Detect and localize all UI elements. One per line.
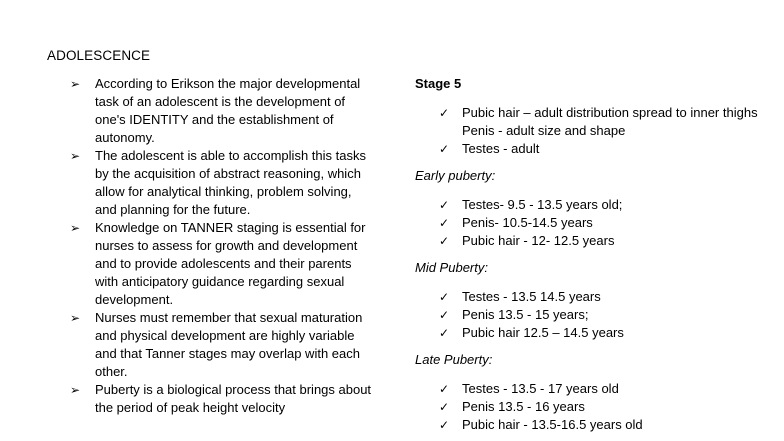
late-puberty-list: [439, 380, 775, 434]
item-text: Testes- 9.5 - 13.5 years old;: [462, 197, 623, 212]
list-item: [439, 380, 775, 398]
item-text: Testes - adult: [462, 141, 540, 156]
checkmark-icon: ✓: [439, 234, 450, 248]
right-column-tanner-stages: [415, 75, 775, 434]
checkmark-icon: ✓: [439, 382, 450, 396]
early-puberty-list: [439, 196, 775, 250]
item-text: Pubic hair 12.5 – 14.5 years: [462, 325, 624, 340]
list-item: [70, 381, 375, 417]
list-item: [439, 324, 775, 342]
item-text: Testes - 13.5 - 17 years old: [462, 381, 619, 396]
checkmark-icon: ✓: [439, 418, 450, 432]
list-item: [439, 232, 775, 250]
bullet-text: According to Erikson the major developmental task of an adolescent is the development of one's IDENTITY and the establishment of autonomy.: [95, 76, 361, 145]
checkmark-icon: ✓: [439, 198, 450, 212]
checkmark-icon: ✓: [439, 308, 450, 322]
late-puberty-heading: Late Puberty:: [415, 352, 493, 367]
list-item: [70, 75, 375, 147]
arrow-bullet-icon: ➢: [70, 149, 81, 163]
item-text: Testes - 13.5 14.5 years: [462, 289, 601, 304]
checkmark-icon: ✓: [439, 400, 450, 414]
mid-puberty-list: [439, 288, 775, 342]
item-text: Pubic hair - 12- 12.5 years: [462, 233, 615, 248]
list-item: [439, 398, 775, 416]
list-item: [439, 104, 775, 140]
list-item: [439, 306, 775, 324]
list-item: [439, 140, 775, 158]
list-item: [439, 214, 775, 232]
list-item: [70, 147, 375, 219]
item-text: Penis- 10.5-14.5 years: [462, 215, 593, 230]
early-puberty-heading: Early puberty:: [415, 168, 496, 183]
item-text: Pubic hair - 13.5-16.5 years old: [462, 417, 643, 432]
bullet-text: Knowledge on TANNER staging is essential for nurses to assess for growth and development and to provide adolescents and their parents with anticipatory guidance regarding sexual development.: [95, 220, 366, 307]
checkmark-icon: ✓: [439, 142, 450, 156]
item-text: Pubic hair – adult distribution spread to inner thighs Penis - adult size and shape: [462, 105, 758, 138]
bullet-text: Puberty is a biological process that brings about the period of peak height velocity: [95, 382, 372, 415]
bullet-text: The adolescent is able to accomplish this tasks by the acquisition of abstract reasoning, which allow for analytical thinking, problem solving, and planning for the future.: [95, 148, 366, 217]
item-text: Penis 13.5 - 15 years;: [462, 307, 589, 322]
bullet-text: Nurses must remember that sexual maturation and physical development are highly variable and that Tanner stages may overlap with each other.: [95, 310, 363, 379]
checkmark-icon: ✓: [439, 216, 450, 230]
stage-5-list: [439, 104, 775, 158]
item-text: Penis 13.5 - 16 years: [462, 399, 585, 414]
arrow-bullet-icon: ➢: [70, 383, 81, 397]
stage-5-heading: Stage 5: [415, 76, 462, 91]
checkmark-icon: ✓: [439, 106, 450, 120]
mid-puberty-heading: Mid Puberty:: [415, 260, 488, 275]
list-item: [70, 219, 375, 309]
checkmark-icon: ✓: [439, 290, 450, 304]
left-column-bullets: [70, 75, 375, 417]
list-item: [439, 288, 775, 306]
arrow-bullet-icon: ➢: [70, 311, 81, 325]
checkmark-icon: ✓: [439, 326, 450, 340]
list-item: [439, 416, 775, 434]
page-title: ADOLESCENCE: [47, 48, 151, 63]
list-item: [439, 196, 775, 214]
arrow-bullet-icon: ➢: [70, 221, 81, 235]
list-item: [70, 309, 375, 381]
arrow-bullet-icon: ➢: [70, 77, 81, 91]
